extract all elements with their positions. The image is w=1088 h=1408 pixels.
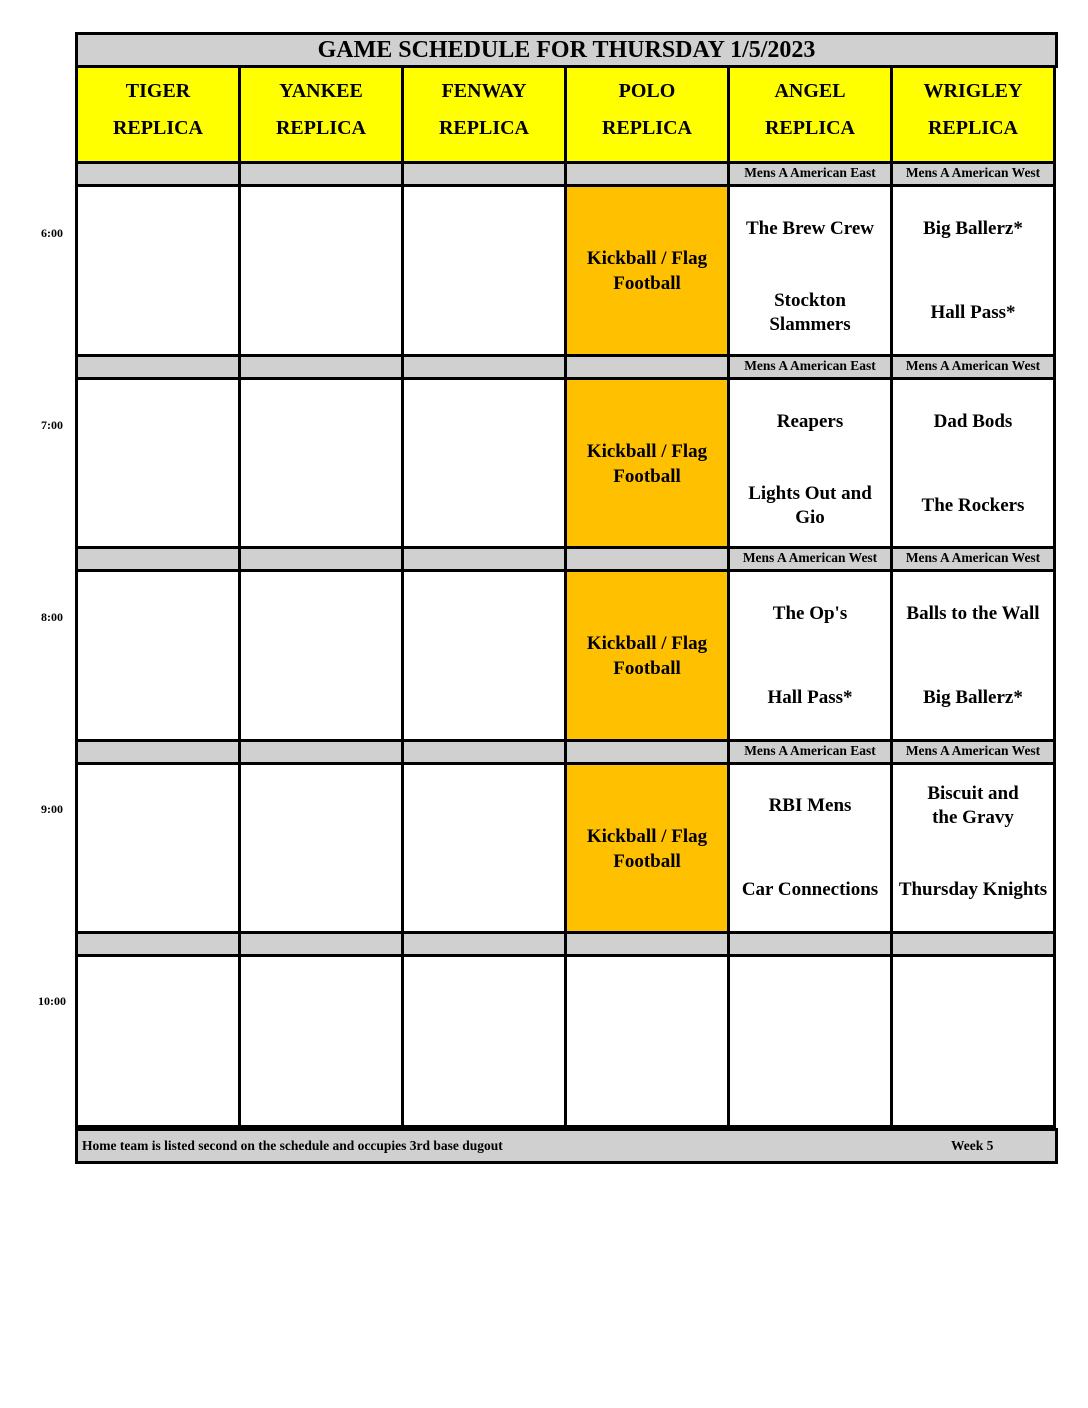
game-cell-angel bbox=[727, 762, 893, 936]
empty-game-cell bbox=[75, 377, 241, 551]
kickball-cell bbox=[564, 569, 730, 743]
time-label: 9:00 bbox=[41, 802, 63, 816]
field-sub: REPLICA bbox=[601, 117, 692, 139]
away-team: RBI Mens bbox=[768, 795, 852, 816]
home-team: Stockton Slammers bbox=[769, 290, 851, 335]
away-team: The Brew Crew bbox=[745, 218, 875, 239]
field-header-polo bbox=[564, 65, 730, 164]
empty-game-cell bbox=[401, 184, 567, 358]
field-name: YANKEE bbox=[279, 80, 363, 102]
empty-game-cell bbox=[238, 184, 404, 358]
game-cell-wrigley bbox=[890, 184, 1056, 358]
game-cell-angel bbox=[727, 184, 893, 358]
game-cell-wrigley bbox=[890, 377, 1056, 551]
home-team: Thursday Knights bbox=[898, 879, 1048, 900]
home-team: Hall Pass* bbox=[767, 687, 853, 708]
time-label: 10:00 bbox=[38, 994, 66, 1008]
empty-game-cell bbox=[564, 954, 730, 1128]
home-team: Big Ballerz* bbox=[923, 687, 1023, 708]
field-header-angel bbox=[727, 65, 893, 164]
time-label: 7:00 bbox=[41, 418, 63, 432]
away-team: Big Ballerz* bbox=[923, 218, 1023, 239]
time-label: 6:00 bbox=[41, 226, 63, 240]
empty-game-cell bbox=[401, 569, 567, 743]
home-team: Lights Out and Gio bbox=[748, 483, 872, 528]
page-title: GAME SCHEDULE FOR THURSDAY 1/5/2023 bbox=[75, 32, 1058, 68]
kickball-label: Kickball / Flag Football bbox=[586, 441, 708, 487]
empty-game-cell bbox=[238, 954, 404, 1128]
away-team: Dad Bods bbox=[933, 411, 1013, 432]
kickball-label: Kickball / Flag Football bbox=[586, 633, 708, 679]
empty-game-cell bbox=[727, 954, 893, 1128]
footer-bar bbox=[75, 1128, 1058, 1164]
kickball-label: Kickball / Flag Football bbox=[586, 248, 708, 294]
division-label: Mens A American East bbox=[727, 354, 893, 380]
kickball-cell bbox=[564, 762, 730, 936]
away-team: Reapers bbox=[776, 411, 844, 432]
division-label: Mens A American West bbox=[890, 354, 1056, 380]
field-sub: REPLICA bbox=[275, 117, 366, 139]
field-sub: REPLICA bbox=[764, 117, 855, 139]
division-label: Mens A American West bbox=[890, 546, 1056, 572]
empty-game-cell bbox=[75, 569, 241, 743]
division-label: Mens A American East bbox=[727, 161, 893, 187]
away-team: Balls to the Wall bbox=[906, 603, 1040, 624]
division-label: Mens A American West bbox=[890, 739, 1056, 765]
division-label: Mens A American West bbox=[727, 546, 893, 572]
field-header-wrigley bbox=[890, 65, 1056, 164]
footer-note: Home team is listed second on the schedule and occupies 3rd base dugout bbox=[82, 1138, 503, 1153]
schedule-sheet bbox=[38, 32, 1058, 1164]
game-cell-angel bbox=[727, 569, 893, 743]
home-team: Hall Pass* bbox=[930, 302, 1016, 323]
empty-game-cell bbox=[238, 377, 404, 551]
home-team: Car Connections bbox=[741, 879, 879, 900]
division-label: Mens A American West bbox=[890, 161, 1056, 187]
away-team: Biscuit and the Gravy bbox=[927, 783, 1019, 828]
field-header-fenway bbox=[401, 65, 567, 164]
kickball-cell bbox=[564, 377, 730, 551]
empty-game-cell bbox=[75, 762, 241, 936]
kickball-cell bbox=[564, 184, 730, 358]
week-label: Week 5 bbox=[951, 1138, 994, 1153]
field-name: TIGER bbox=[125, 80, 191, 102]
field-header-tiger bbox=[75, 65, 241, 164]
field-name: WRIGLEY bbox=[923, 80, 1023, 102]
away-team: The Op's bbox=[772, 603, 848, 624]
empty-game-cell bbox=[401, 954, 567, 1128]
field-sub: REPLICA bbox=[438, 117, 529, 139]
division-label: Mens A American East bbox=[727, 739, 893, 765]
empty-game-cell bbox=[238, 569, 404, 743]
field-header-yankee bbox=[238, 65, 404, 164]
empty-game-cell bbox=[238, 762, 404, 936]
field-name: FENWAY bbox=[441, 80, 527, 102]
field-sub: REPLICA bbox=[112, 117, 203, 139]
game-cell-angel bbox=[727, 377, 893, 551]
field-sub: REPLICA bbox=[927, 117, 1018, 139]
game-cell-wrigley bbox=[890, 569, 1056, 743]
field-name: ANGEL bbox=[774, 80, 846, 102]
game-cell-wrigley bbox=[890, 762, 1056, 936]
empty-game-cell bbox=[75, 954, 241, 1128]
field-name: POLO bbox=[618, 80, 676, 102]
empty-game-cell bbox=[75, 184, 241, 358]
time-label: 8:00 bbox=[41, 610, 63, 624]
empty-game-cell bbox=[401, 762, 567, 936]
empty-game-cell bbox=[401, 377, 567, 551]
kickball-label: Kickball / Flag Football bbox=[586, 826, 708, 872]
home-team: The Rockers bbox=[921, 495, 1025, 516]
empty-game-cell bbox=[890, 954, 1056, 1128]
